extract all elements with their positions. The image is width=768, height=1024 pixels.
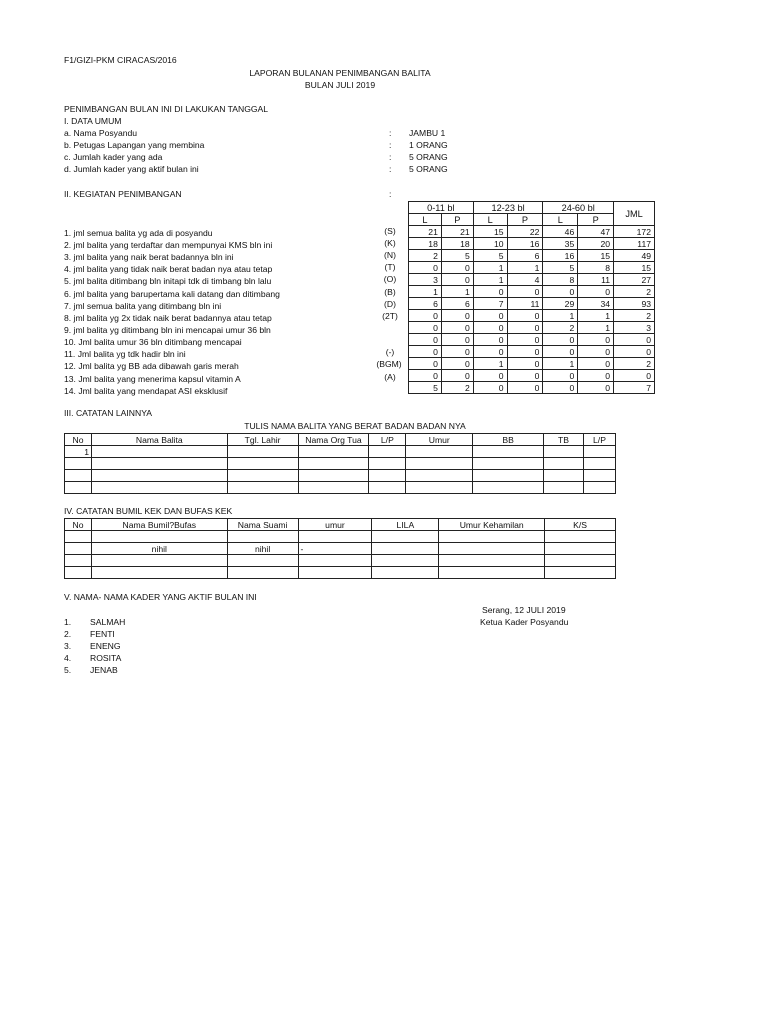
weighing-total-cell: 172	[614, 226, 655, 238]
table-cell	[544, 470, 584, 482]
table-cell	[473, 470, 544, 482]
weighing-cell: 0	[507, 358, 543, 370]
weighing-cell: 0	[473, 286, 507, 298]
weighing-cell: 0	[578, 334, 614, 346]
column-header: K/S	[545, 519, 616, 531]
column-header: Nama Balita	[91, 434, 227, 446]
data-umum-colon: :	[389, 140, 392, 150]
table-cell	[65, 555, 92, 567]
activity-label: 8. jml balita yg 2x tidak naik berat badannya atau tetap	[64, 313, 272, 323]
weighing-cell: 5	[409, 382, 442, 394]
weighing-cell: 1	[578, 322, 614, 334]
activity-label: 5. jml balita ditimbang bln initapi tdk di timbang bln lalu	[64, 276, 272, 286]
total-header: JML	[614, 202, 655, 226]
table-cell	[545, 531, 616, 543]
weighing-total-cell: 0	[614, 346, 655, 358]
weighing-cell: 0	[441, 274, 473, 286]
signer-title: Ketua Kader Posyandu	[480, 617, 569, 627]
form-code: F1/GIZI-PKM CIRACAS/2016	[64, 55, 177, 65]
kader-name: ROSITA	[90, 653, 122, 663]
column-header: TB	[544, 434, 584, 446]
weighing-cell: 0	[409, 370, 442, 382]
weighing-cell: 0	[507, 310, 543, 322]
weighing-cell: 0	[543, 382, 578, 394]
weighing-total-cell: 27	[614, 274, 655, 286]
column-header: umur	[298, 519, 372, 531]
weighing-cell: 1	[578, 310, 614, 322]
weighing-cell: 5	[473, 250, 507, 262]
section-3-heading: III. CATATAN LAINNYA	[64, 408, 153, 418]
weighing-cell: 11	[507, 298, 543, 310]
activity-code: (-)	[385, 347, 395, 357]
weighing-cell: 0	[507, 334, 543, 346]
place-date: Serang, 12 JULI 2019	[482, 605, 566, 615]
weighing-cell: 0	[441, 310, 473, 322]
weighing-total-cell: 93	[614, 298, 655, 310]
table-cell: nihil	[91, 543, 227, 555]
catatan-table-body	[65, 446, 616, 494]
weighing-cell: 0	[473, 310, 507, 322]
age-group-header-row	[409, 202, 655, 214]
table-cell	[65, 458, 92, 470]
report-title: LAPORAN BULANAN PENIMBANGAN BALITA	[249, 68, 431, 78]
activity-code: (A)	[384, 372, 396, 382]
data-umum-label: b. Petugas Lapangan yang membina	[64, 140, 205, 150]
data-umum-value: 1 ORANG	[409, 140, 448, 150]
column-header: L/P	[583, 434, 615, 446]
bumil-row	[65, 531, 616, 543]
bumil-row	[65, 567, 616, 579]
bumil-table	[64, 518, 616, 579]
table-cell	[473, 446, 544, 458]
age-group-header: 0-11 bl	[409, 202, 474, 214]
weighing-cell: 34	[578, 298, 614, 310]
kader-name: ENENG	[90, 641, 121, 651]
weighing-row	[409, 262, 655, 274]
weighing-cell: 7	[473, 298, 507, 310]
weighing-cell: 0	[409, 334, 442, 346]
activity-code: (K)	[384, 238, 396, 248]
weighing-cell: 0	[441, 334, 473, 346]
weighing-total-cell: 3	[614, 322, 655, 334]
table-cell	[298, 567, 372, 579]
weighing-table-body	[409, 226, 655, 394]
table-cell	[372, 567, 439, 579]
weighing-row	[409, 346, 655, 358]
weighing-cell: 6	[507, 250, 543, 262]
table-cell	[91, 531, 227, 543]
activity-code: (S)	[384, 226, 396, 236]
activity-label: 10. Jml balita umur 36 bln ditimbang mencapai	[64, 337, 242, 347]
weighing-total-cell: 15	[614, 262, 655, 274]
activity-code: (O)	[383, 274, 397, 284]
sex-header: L	[543, 214, 578, 226]
weighing-cell: 0	[473, 346, 507, 358]
weighing-row	[409, 370, 655, 382]
table-cell	[227, 567, 298, 579]
activity-label: 2. jml balita yang terdaftar dan mempunyai KMS bln ini	[64, 240, 273, 250]
weighing-row	[409, 274, 655, 286]
bumil-table-body	[65, 531, 616, 579]
sex-header: L	[473, 214, 507, 226]
activity-label: 6. jml balita yang barupertama kali datang dan ditimbang	[64, 289, 280, 299]
table-cell	[227, 446, 298, 458]
table-cell	[369, 482, 406, 494]
table-cell	[298, 482, 369, 494]
kader-number: 4.	[64, 653, 72, 663]
weighing-row	[409, 226, 655, 238]
weighing-cell: 21	[441, 226, 473, 238]
weighing-cell: 0	[441, 346, 473, 358]
weighing-cell: 0	[543, 346, 578, 358]
table-cell	[369, 470, 406, 482]
weighing-cell: 18	[409, 238, 442, 250]
table-cell: nihil	[227, 543, 298, 555]
weighing-cell: 0	[473, 322, 507, 334]
table-cell	[65, 543, 92, 555]
weighing-cell: 1	[473, 262, 507, 274]
sex-header: P	[441, 214, 473, 226]
table-cell	[372, 555, 439, 567]
weighing-cell: 0	[543, 370, 578, 382]
table-cell	[473, 458, 544, 470]
activity-code: (2T)	[382, 311, 398, 321]
weighing-cell: 0	[543, 334, 578, 346]
table-cell	[439, 567, 545, 579]
weighing-cell: 15	[578, 250, 614, 262]
weighing-cell: 5	[543, 262, 578, 274]
weighing-cell: 2	[441, 382, 473, 394]
weighing-row	[409, 382, 655, 394]
table-cell	[439, 531, 545, 543]
weighing-cell: 0	[507, 346, 543, 358]
table-cell	[91, 555, 227, 567]
table-cell	[583, 482, 615, 494]
weighing-cell: 0	[441, 262, 473, 274]
data-umum-colon: :	[389, 152, 392, 162]
table-cell	[369, 446, 406, 458]
activity-code: (T)	[384, 262, 396, 272]
table-cell	[545, 567, 616, 579]
weighing-cell: 1	[507, 262, 543, 274]
report-month: BULAN JULI 2019	[304, 80, 376, 90]
weighing-cell: 0	[409, 358, 442, 370]
column-header: Nama Org Tua	[298, 434, 369, 446]
catatan-table	[64, 433, 616, 494]
table-cell	[583, 446, 615, 458]
column-header: No	[65, 519, 92, 531]
table-cell	[406, 470, 473, 482]
table-cell	[473, 482, 544, 494]
weighing-cell: 0	[473, 370, 507, 382]
weighing-cell: 1	[543, 358, 578, 370]
table-cell	[91, 458, 227, 470]
weighing-cell: 3	[409, 274, 442, 286]
activity-label: 4. jml balita yang tidak naik berat badan nya atau tetap	[64, 264, 273, 274]
table-cell	[544, 482, 584, 494]
activity-code: (BGM)	[376, 359, 402, 369]
kader-name: FENTI	[90, 629, 115, 639]
data-umum-colon: :	[389, 164, 392, 174]
bumil-row	[65, 543, 616, 555]
weighing-date-label: PENIMBANGAN BULAN INI DI LAKUKAN TANGGAL	[64, 104, 269, 114]
section-2-heading: II. KEGIATAN PENIMBANGAN	[64, 189, 182, 199]
weighing-cell: 8	[578, 262, 614, 274]
column-header: L/P	[369, 434, 406, 446]
weighing-cell: 0	[578, 358, 614, 370]
activity-label: 3. jml balita yang naik berat badannya bln ini	[64, 252, 234, 262]
weighing-cell: 21	[409, 226, 442, 238]
sex-header: L	[409, 214, 442, 226]
sex-header: P	[578, 214, 614, 226]
weighing-cell: 0	[578, 346, 614, 358]
activity-label: 1. jml semua balita yg ada di posyandu	[64, 228, 213, 238]
weighing-cell: 8	[543, 274, 578, 286]
column-header: BB	[473, 434, 544, 446]
table-cell	[583, 458, 615, 470]
catatan-row	[65, 446, 616, 458]
catatan-header-row	[65, 434, 616, 446]
weighing-cell: 1	[409, 286, 442, 298]
table-cell: -	[298, 543, 372, 555]
age-group-header: 24-60 bl	[543, 202, 614, 214]
weighing-total-cell: 7	[614, 382, 655, 394]
table-cell	[298, 555, 372, 567]
kader-name: SALMAH	[90, 617, 126, 627]
kader-number: 1.	[64, 617, 72, 627]
table-cell	[298, 446, 369, 458]
table-cell	[298, 531, 372, 543]
activity-label: 12. Jml balita yg BB ada dibawah garis merah	[64, 361, 239, 371]
weighing-cell: 6	[441, 298, 473, 310]
table-cell	[298, 458, 369, 470]
weighing-cell: 0	[441, 370, 473, 382]
catatan-row	[65, 482, 616, 494]
kader-number: 3.	[64, 641, 72, 651]
weighing-total-cell: 2	[614, 358, 655, 370]
table-cell	[91, 446, 227, 458]
table-cell	[227, 482, 298, 494]
weighing-cell: 15	[473, 226, 507, 238]
column-header: Umur	[406, 434, 473, 446]
weighing-row	[409, 358, 655, 370]
weighing-row	[409, 310, 655, 322]
table-cell	[227, 470, 298, 482]
data-umum-value: JAMBU 1	[409, 128, 446, 138]
weighing-cell: 0	[578, 286, 614, 298]
activity-label: 14. Jml balita yang mendapat ASI eksklusif	[64, 386, 228, 396]
weighing-total-cell: 117	[614, 238, 655, 250]
weighing-cell: 47	[578, 226, 614, 238]
weighing-cell: 0	[441, 358, 473, 370]
weighing-cell: 46	[543, 226, 578, 238]
weighing-cell: 22	[507, 226, 543, 238]
weighing-cell: 0	[578, 370, 614, 382]
weighing-cell: 0	[409, 322, 442, 334]
column-header: Tgl. Lahir	[227, 434, 298, 446]
column-header: Umur Kehamilan	[439, 519, 545, 531]
table-cell	[406, 446, 473, 458]
sex-header: P	[507, 214, 543, 226]
activity-label: 13. Jml balita yang menerima kapsul vitamin A	[64, 374, 241, 384]
data-umum-value: 5 ORANG	[409, 164, 448, 174]
data-umum-value: 5 ORANG	[409, 152, 448, 162]
section-3-table-title: TULIS NAMA BALITA YANG BERAT BADAN BADAN NYA	[244, 421, 466, 431]
weighing-table	[408, 201, 655, 394]
weighing-cell: 0	[441, 322, 473, 334]
table-cell	[227, 531, 298, 543]
activity-code: (N)	[384, 250, 396, 260]
section-1-heading: I. DATA UMUM	[64, 116, 122, 126]
weighing-cell: 20	[578, 238, 614, 250]
table-cell	[227, 458, 298, 470]
table-cell	[65, 470, 92, 482]
table-cell	[91, 482, 227, 494]
kader-name: JENAB	[90, 665, 118, 675]
activity-label: 9. jml balita yg ditimbang bln ini mencapai umur 36 bln	[64, 325, 271, 335]
weighing-cell: 10	[473, 238, 507, 250]
section-2-colon: :	[389, 189, 392, 199]
weighing-cell: 0	[578, 382, 614, 394]
data-umum-label: c. Jumlah kader yang ada	[64, 152, 163, 162]
data-umum-colon: :	[389, 128, 392, 138]
data-umum-label: d. Jumlah kader yang aktif bulan ini	[64, 164, 199, 174]
table-cell	[544, 458, 584, 470]
weighing-cell: 0	[543, 286, 578, 298]
weighing-cell: 18	[441, 238, 473, 250]
table-cell	[544, 446, 584, 458]
activity-code: (D)	[384, 299, 396, 309]
weighing-cell: 0	[507, 286, 543, 298]
weighing-row	[409, 250, 655, 262]
weighing-row	[409, 298, 655, 310]
weighing-cell: 29	[543, 298, 578, 310]
table-cell	[545, 543, 616, 555]
table-cell	[545, 555, 616, 567]
table-cell	[65, 567, 92, 579]
table-cell	[227, 555, 298, 567]
weighing-total-cell: 2	[614, 310, 655, 322]
weighing-cell: 1	[543, 310, 578, 322]
weighing-row	[409, 286, 655, 298]
column-header: Nama Bumil?Bufas	[91, 519, 227, 531]
activity-code: (B)	[384, 287, 396, 297]
catatan-row	[65, 458, 616, 470]
weighing-cell: 0	[409, 346, 442, 358]
table-cell	[372, 543, 439, 555]
weighing-total-cell: 0	[614, 334, 655, 346]
weighing-row	[409, 334, 655, 346]
table-cell	[65, 482, 92, 494]
activity-label: 7. jml semua balita yang ditimbang bln ini	[64, 301, 222, 311]
weighing-cell: 16	[507, 238, 543, 250]
column-header: LILA	[372, 519, 439, 531]
weighing-cell: 1	[473, 274, 507, 286]
table-cell	[406, 458, 473, 470]
section-5-heading: V. NAMA- NAMA KADER YANG AKTIF BULAN INI	[64, 592, 257, 602]
column-header: No	[65, 434, 92, 446]
table-cell	[65, 531, 92, 543]
weighing-cell: 0	[473, 382, 507, 394]
weighing-total-cell: 0	[614, 370, 655, 382]
weighing-row	[409, 322, 655, 334]
activity-label: 11. Jml balita yg tdk hadir bln ini	[64, 349, 186, 359]
age-group-header: 12-23 bl	[473, 202, 543, 214]
bumil-row	[65, 555, 616, 567]
catatan-row	[65, 470, 616, 482]
weighing-cell: 2	[409, 250, 442, 262]
weighing-cell: 0	[409, 310, 442, 322]
weighing-cell: 0	[473, 334, 507, 346]
weighing-cell: 0	[409, 262, 442, 274]
weighing-cell: 11	[578, 274, 614, 286]
weighing-cell: 6	[409, 298, 442, 310]
weighing-cell: 35	[543, 238, 578, 250]
weighing-row	[409, 238, 655, 250]
data-umum-label: a. Nama Posyandu	[64, 128, 138, 138]
weighing-cell: 1	[441, 286, 473, 298]
table-cell	[406, 482, 473, 494]
weighing-cell: 5	[441, 250, 473, 262]
kader-number: 5.	[64, 665, 72, 675]
weighing-cell: 16	[543, 250, 578, 262]
table-cell	[298, 470, 369, 482]
table-cell	[372, 531, 439, 543]
weighing-cell: 0	[507, 322, 543, 334]
table-cell: 1	[65, 446, 92, 458]
weighing-total-cell: 49	[614, 250, 655, 262]
table-cell	[369, 458, 406, 470]
table-cell	[91, 567, 227, 579]
section-4-heading: IV. CATATAN BUMIL KEK DAN BUFAS KEK	[64, 506, 233, 516]
weighing-total-cell: 2	[614, 286, 655, 298]
table-cell	[583, 470, 615, 482]
column-header: Nama Suami	[227, 519, 298, 531]
weighing-cell: 2	[543, 322, 578, 334]
table-cell	[91, 470, 227, 482]
weighing-cell: 4	[507, 274, 543, 286]
bumil-header-row	[65, 519, 616, 531]
table-cell	[439, 555, 545, 567]
table-cell	[439, 543, 545, 555]
kader-number: 2.	[64, 629, 72, 639]
weighing-cell: 0	[507, 370, 543, 382]
weighing-cell: 1	[473, 358, 507, 370]
weighing-cell: 0	[507, 382, 543, 394]
